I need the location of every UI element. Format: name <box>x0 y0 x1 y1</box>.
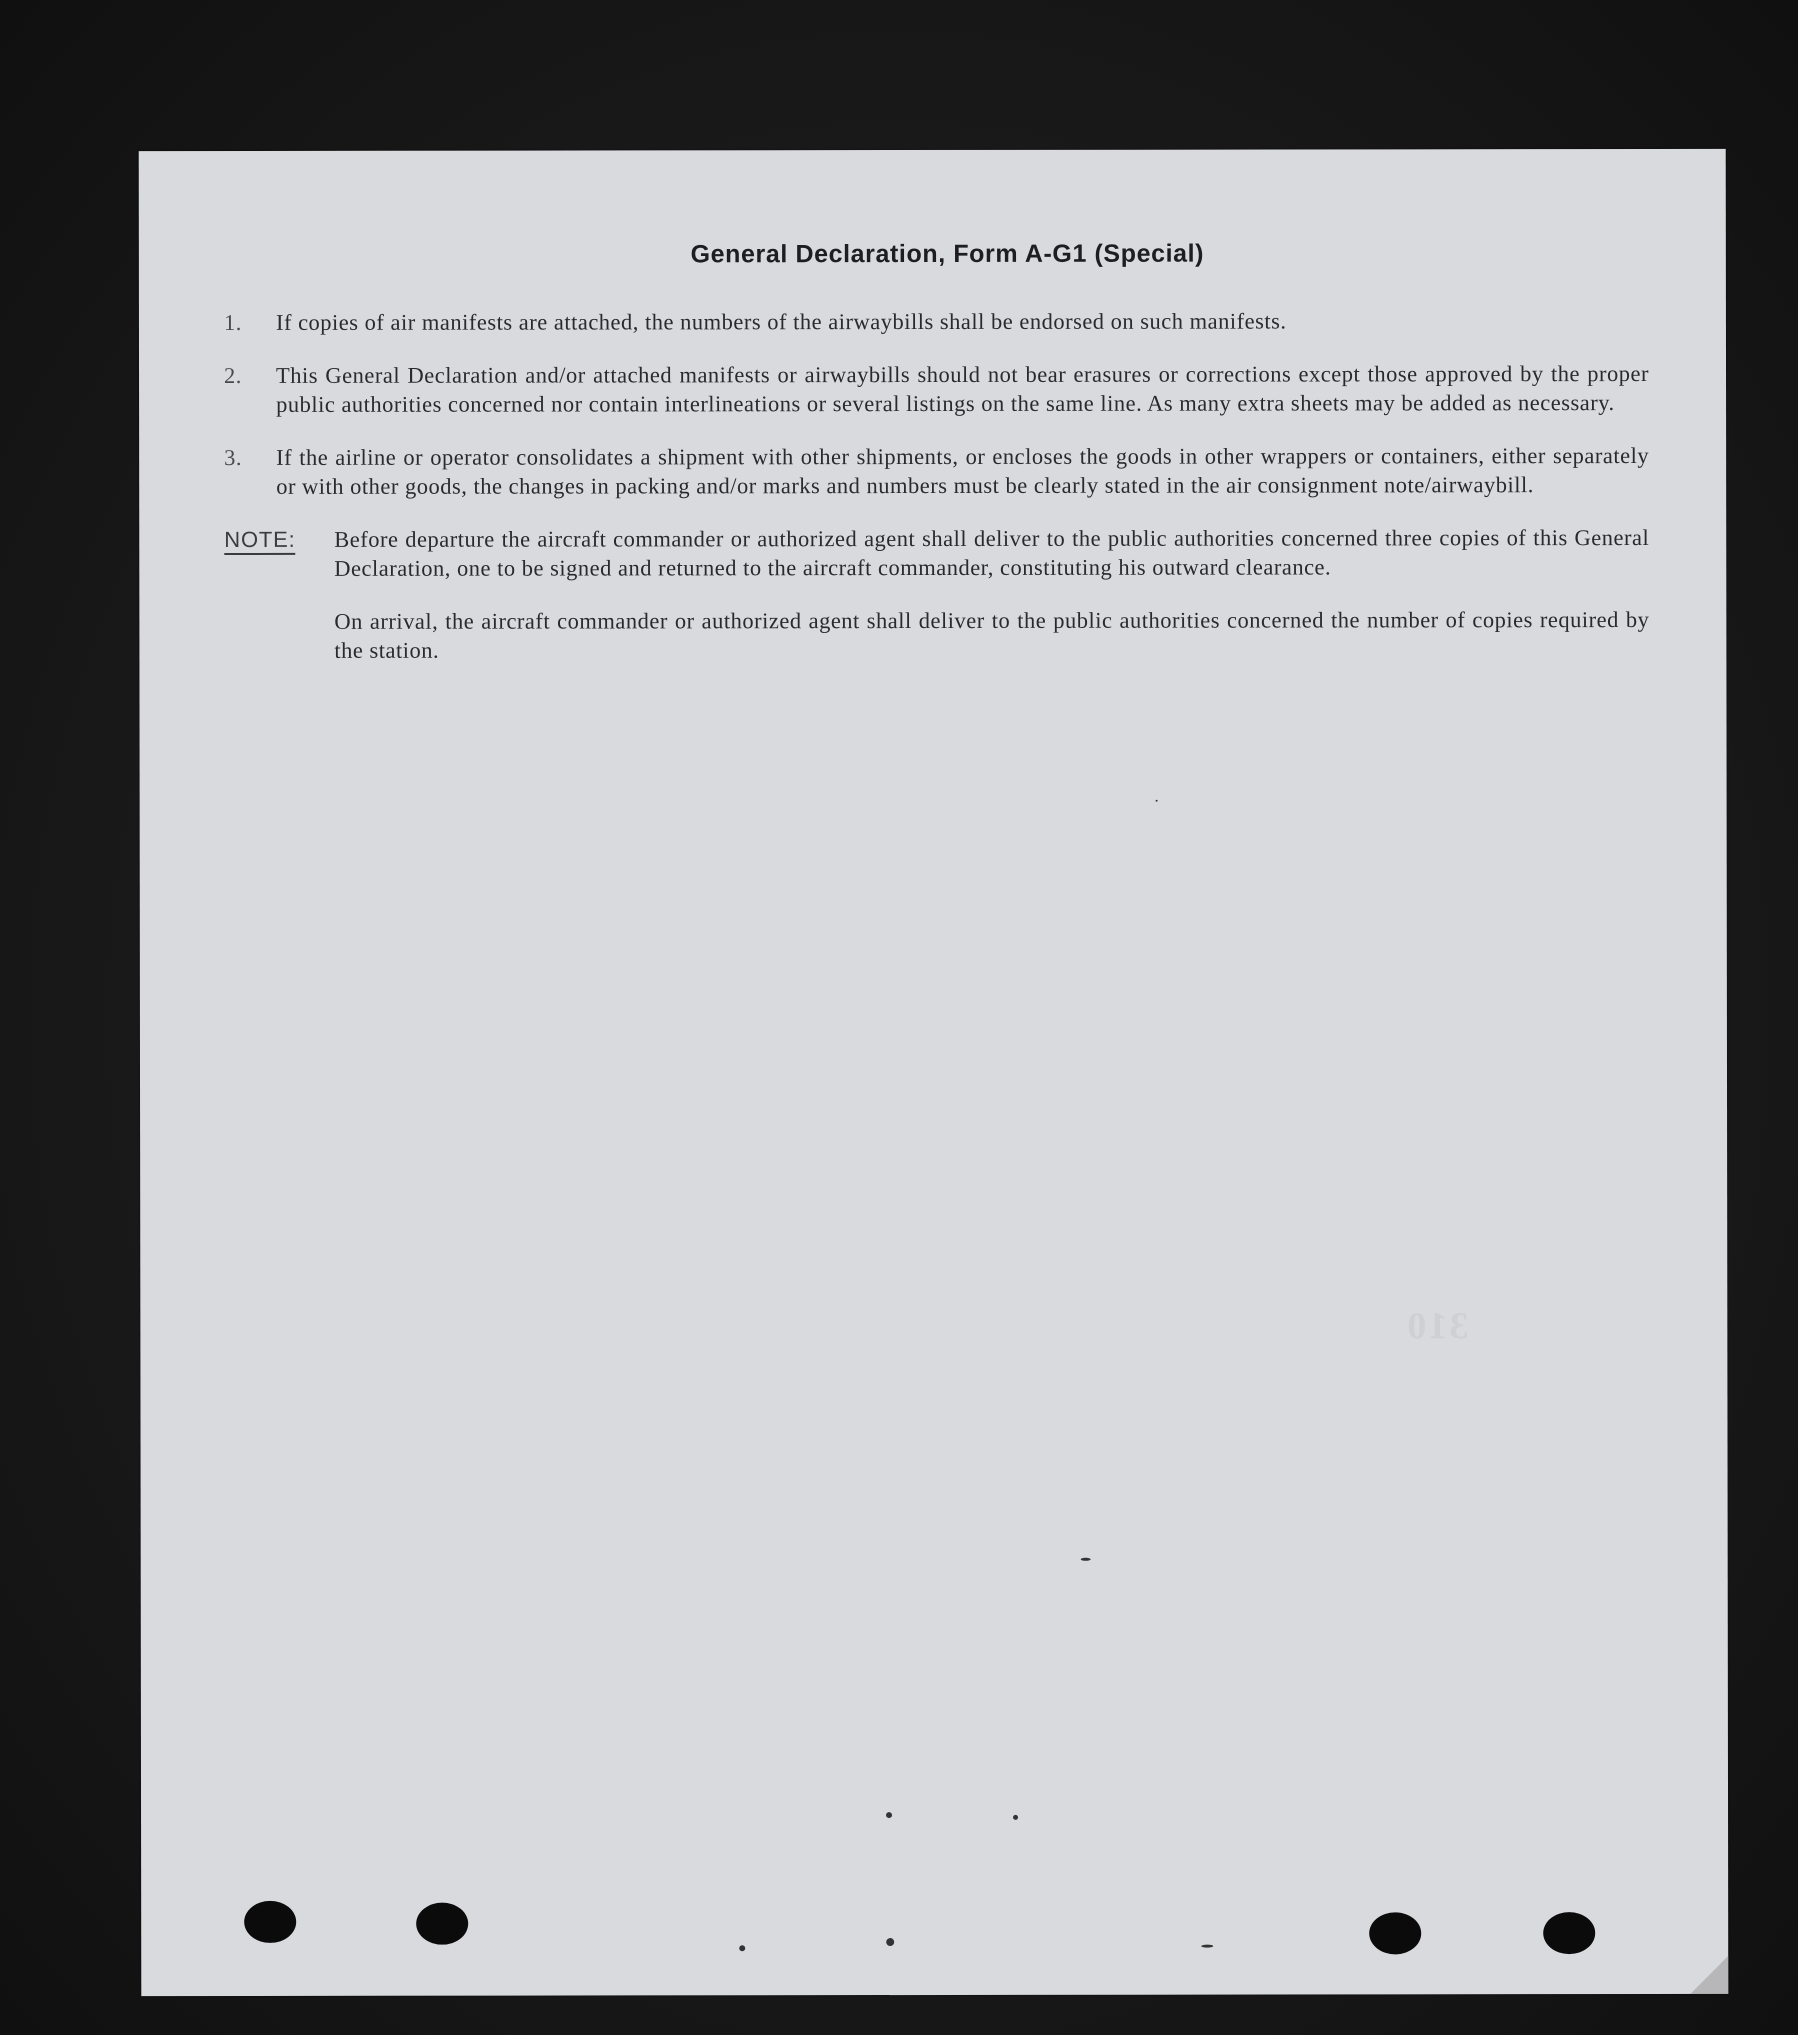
punch-hole-4 <box>1543 1912 1595 1954</box>
declaration-text <box>224 239 1650 688</box>
dust-speck <box>739 1945 745 1951</box>
punch-hole-2 <box>416 1903 468 1945</box>
note-section <box>224 523 1649 689</box>
document-title: General Declaration, Form A-G1 (Special) <box>690 239 1205 269</box>
item-text: If the airline or operator consolidates a shipment with other shipments, or encloses the goods in other wrappers or containers, either separately or with other goods, the changes in packing and/or marks and numbers must be clearly stated in the air consignment note/airwaybill. <box>276 442 1650 499</box>
dust-speck <box>886 1938 894 1946</box>
item-text: This General Declaration and/or attached manifests or airwaybills should not bear erasures or corrections except those approved by the proper public authorities concerned nor contain interlineations or several listings on the same line. As many extra sheets may be added as necessary. <box>276 360 1650 417</box>
note-paragraph-departure: Before departure the aircraft commander or authorized agent shall deliver to the public authorities concerned three copies of this General Declaration, one to be signed and returned to the aircraft commander, constituting his outward clearance. <box>334 524 1650 581</box>
folded-corner <box>1690 1956 1728 1994</box>
punch-hole-1 <box>244 1901 296 1943</box>
item-number: 1. <box>223 309 242 335</box>
note-paragraph-arrival: On arrival, the aircraft commander or authorized agent shall deliver to the public authorities concerned the number of copies required by the station. <box>334 606 1650 663</box>
punch-hole-3 <box>1369 1912 1421 1954</box>
dust-speck <box>1156 800 1158 802</box>
dust-speck <box>1013 1815 1018 1820</box>
note-label: NOTE: <box>224 524 334 688</box>
dust-speck <box>1081 1558 1091 1561</box>
instruction-item-2 <box>224 359 1649 420</box>
dust-speck <box>886 1812 892 1818</box>
dust-speck <box>1201 1945 1213 1948</box>
item-number: 2. <box>224 362 242 388</box>
note-body <box>334 523 1649 689</box>
item-text: If copies of air manifests are attached, the numbers of the airwaybills shall be endorsed on such manifests. <box>275 308 1287 335</box>
instruction-item-3 <box>224 441 1649 502</box>
bleed-through-mark: 310 <box>1405 1305 1469 1348</box>
document-sheet <box>139 149 1729 1996</box>
instruction-item-1 <box>224 306 1649 337</box>
item-number: 3. <box>224 444 243 470</box>
